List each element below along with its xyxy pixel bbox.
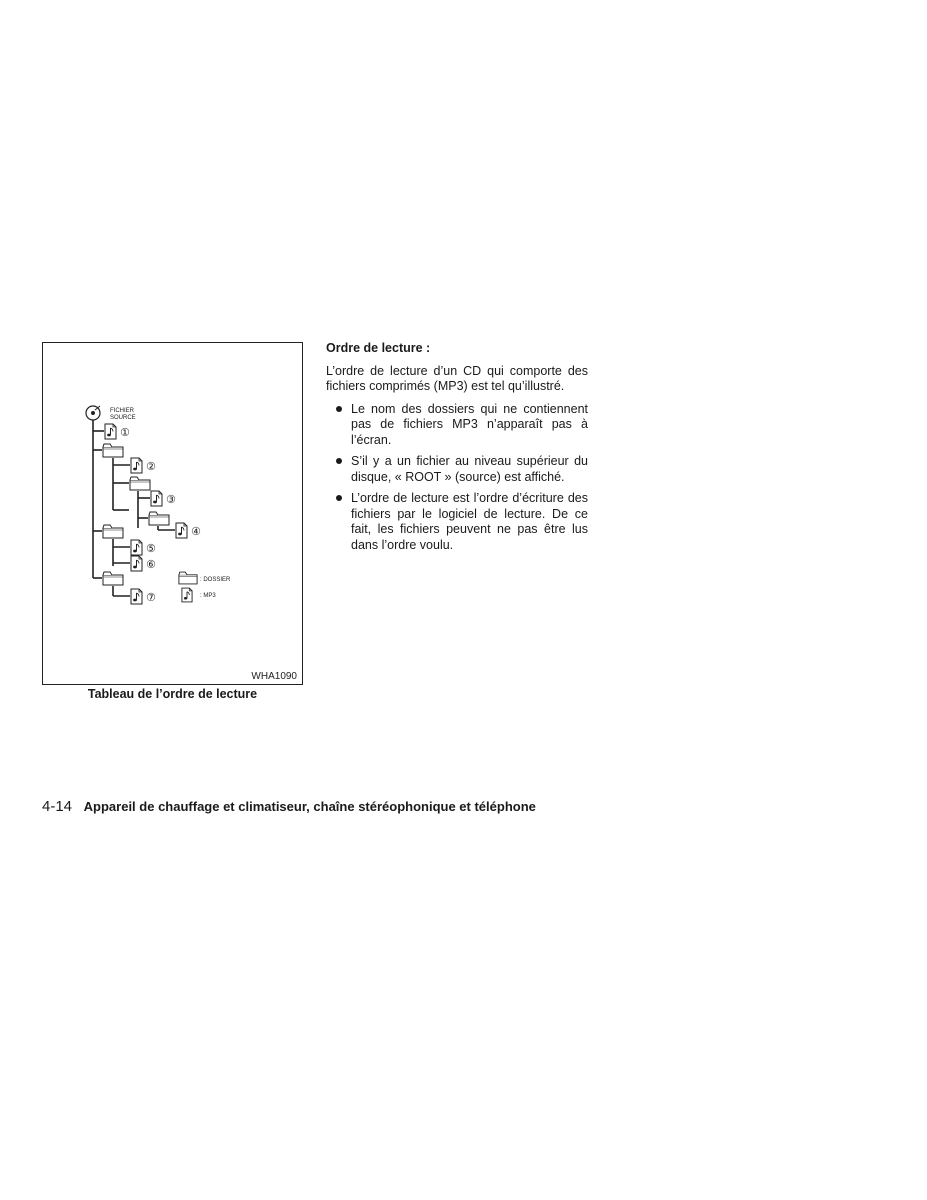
folder-tree-diagram (43, 343, 304, 686)
file-number-6: ⑥ (146, 558, 156, 571)
mp3-icon (151, 491, 162, 506)
root-label-line1: FICHIER (110, 408, 134, 414)
legend-folder-icon (179, 572, 197, 584)
list-item: S’il y a un fichier au niveau supérieur du disque, « ROOT » (source) est affiché. (326, 454, 588, 485)
play-order-figure (42, 342, 303, 685)
list-item: L’ordre de lecture est l’ordre d’écriture des fichiers par le logiciel de lecture. De ce fait, les fichiers peuvent ne pas être lus dans l’ordre voulu. (326, 491, 588, 553)
folder-icon (103, 444, 123, 457)
page-number: 4-14 (42, 798, 73, 815)
mp3-icon (131, 589, 142, 604)
file-number-4: ④ (191, 525, 201, 538)
intro-paragraph: L’ordre de lecture d’un CD qui comporte des fichiers comprimés (MP3) est tel qu’illustré. (326, 363, 588, 393)
bullet-list (326, 402, 588, 554)
folder-icon (103, 572, 123, 585)
legend-folder-label: : DOSSIER (200, 577, 231, 583)
list-item: Le nom des dossiers qui ne contiennent pas de fichiers MP3 n’apparaît pas à l’écran. (326, 402, 588, 449)
play-order-section (326, 341, 588, 559)
folder-icon (149, 512, 169, 525)
mp3-icon (176, 523, 187, 538)
figure-code: WHA1090 (251, 671, 297, 682)
folder-icon (103, 525, 123, 538)
root-label-line2: SOURCE (110, 415, 136, 421)
root-icon (86, 406, 100, 420)
page-footer (42, 798, 536, 815)
legend-mp3-icon (182, 588, 192, 602)
folder-icon (130, 477, 150, 490)
file-number-2: ② (146, 460, 156, 473)
mp3-icon (131, 458, 142, 473)
file-number-3: ③ (166, 493, 176, 506)
file-number-7: ⑦ (146, 591, 156, 604)
mp3-icon (131, 556, 142, 571)
figure-caption: Tableau de l’ordre de lecture (87, 687, 258, 701)
chapter-title: Appareil de chauffage et climatiseur, chaîne stéréophonique et téléphone (83, 799, 536, 814)
section-title: Ordre de lecture : (326, 341, 431, 355)
file-number-1: ① (120, 426, 130, 439)
file-number-5: ⑤ (146, 542, 156, 555)
mp3-icon (105, 424, 116, 439)
legend-mp3-label: : MP3 (200, 593, 216, 599)
mp3-icon (131, 540, 142, 555)
